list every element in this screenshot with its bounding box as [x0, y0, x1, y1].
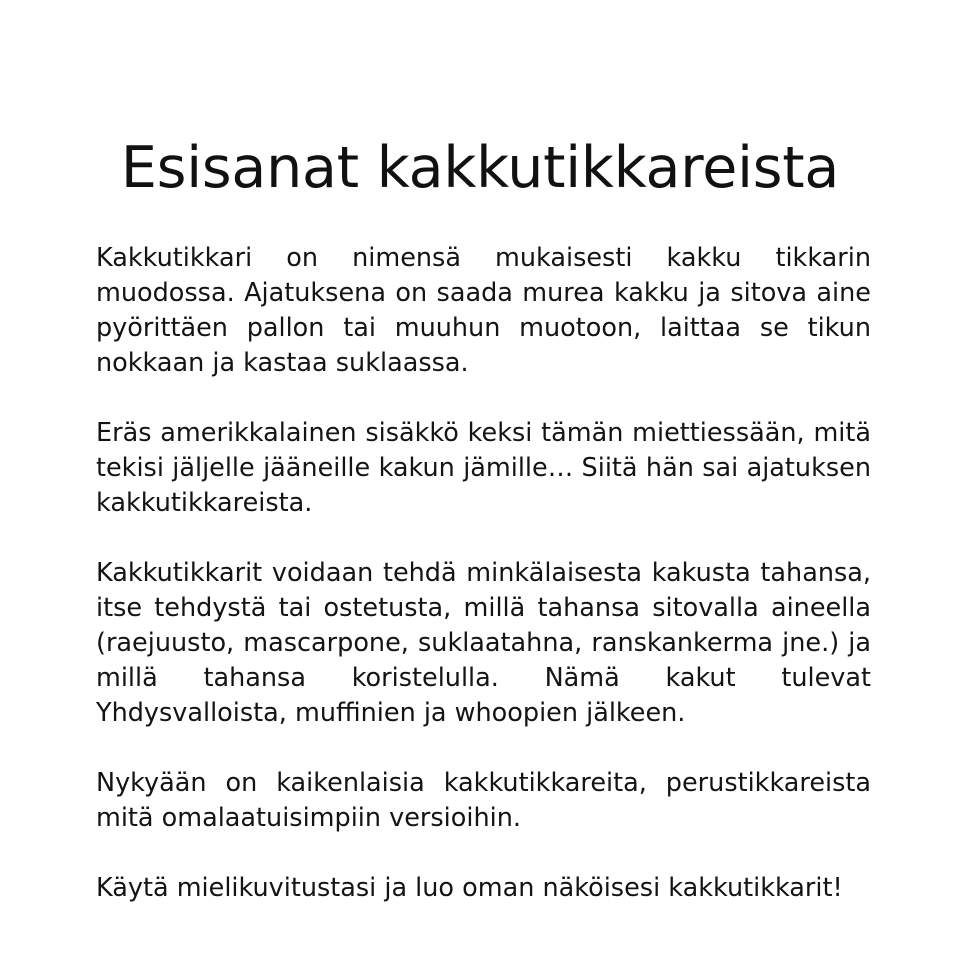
page-title: Esisanat kakkutikkareista — [120, 135, 840, 202]
paragraph-intro: Kakkutikkari on nimensä mukaisesti kakku tikkarin muodossa. Ajatuksena on saada murea kakku ja sitova aine pyörittäen pallon tai muuhun muotoon, laittaa se tikun nokkaan ja kastaa suklaassa. — [96, 243, 871, 378]
body-text-column — [96, 241, 871, 906]
paragraph-today: Nykyään on kaikenlaisia kakkutikkareita, perustikkareista mitä omalaatuisimpiin versioihin. — [96, 768, 871, 833]
paragraph-origin: Eräs amerikkalainen sisäkkö keksi tämän miettiessään, mitä tekisi jäljelle jääneille kakun jämille… Siitä hän sai ajatuksen kakkutikkareista. — [96, 418, 871, 518]
paragraph-variations: Kakkutikkarit voidaan tehdä minkälaisesta kakusta tahansa, itse tehdystä tai ostetusta, millä tahansa sitovalla aineella (raejuusto, mascarpone, suklaatahna, ranskankerma jne.) ja millä tahansa koristelulla. Nämä kakut tulevat Yhdysvalloista, muffinien ja whoopien jälkeen. — [96, 558, 871, 728]
paragraph-closing: Käytä mielikuvitustasi ja luo oman näköisesi kakkutikkarit! — [96, 873, 843, 903]
